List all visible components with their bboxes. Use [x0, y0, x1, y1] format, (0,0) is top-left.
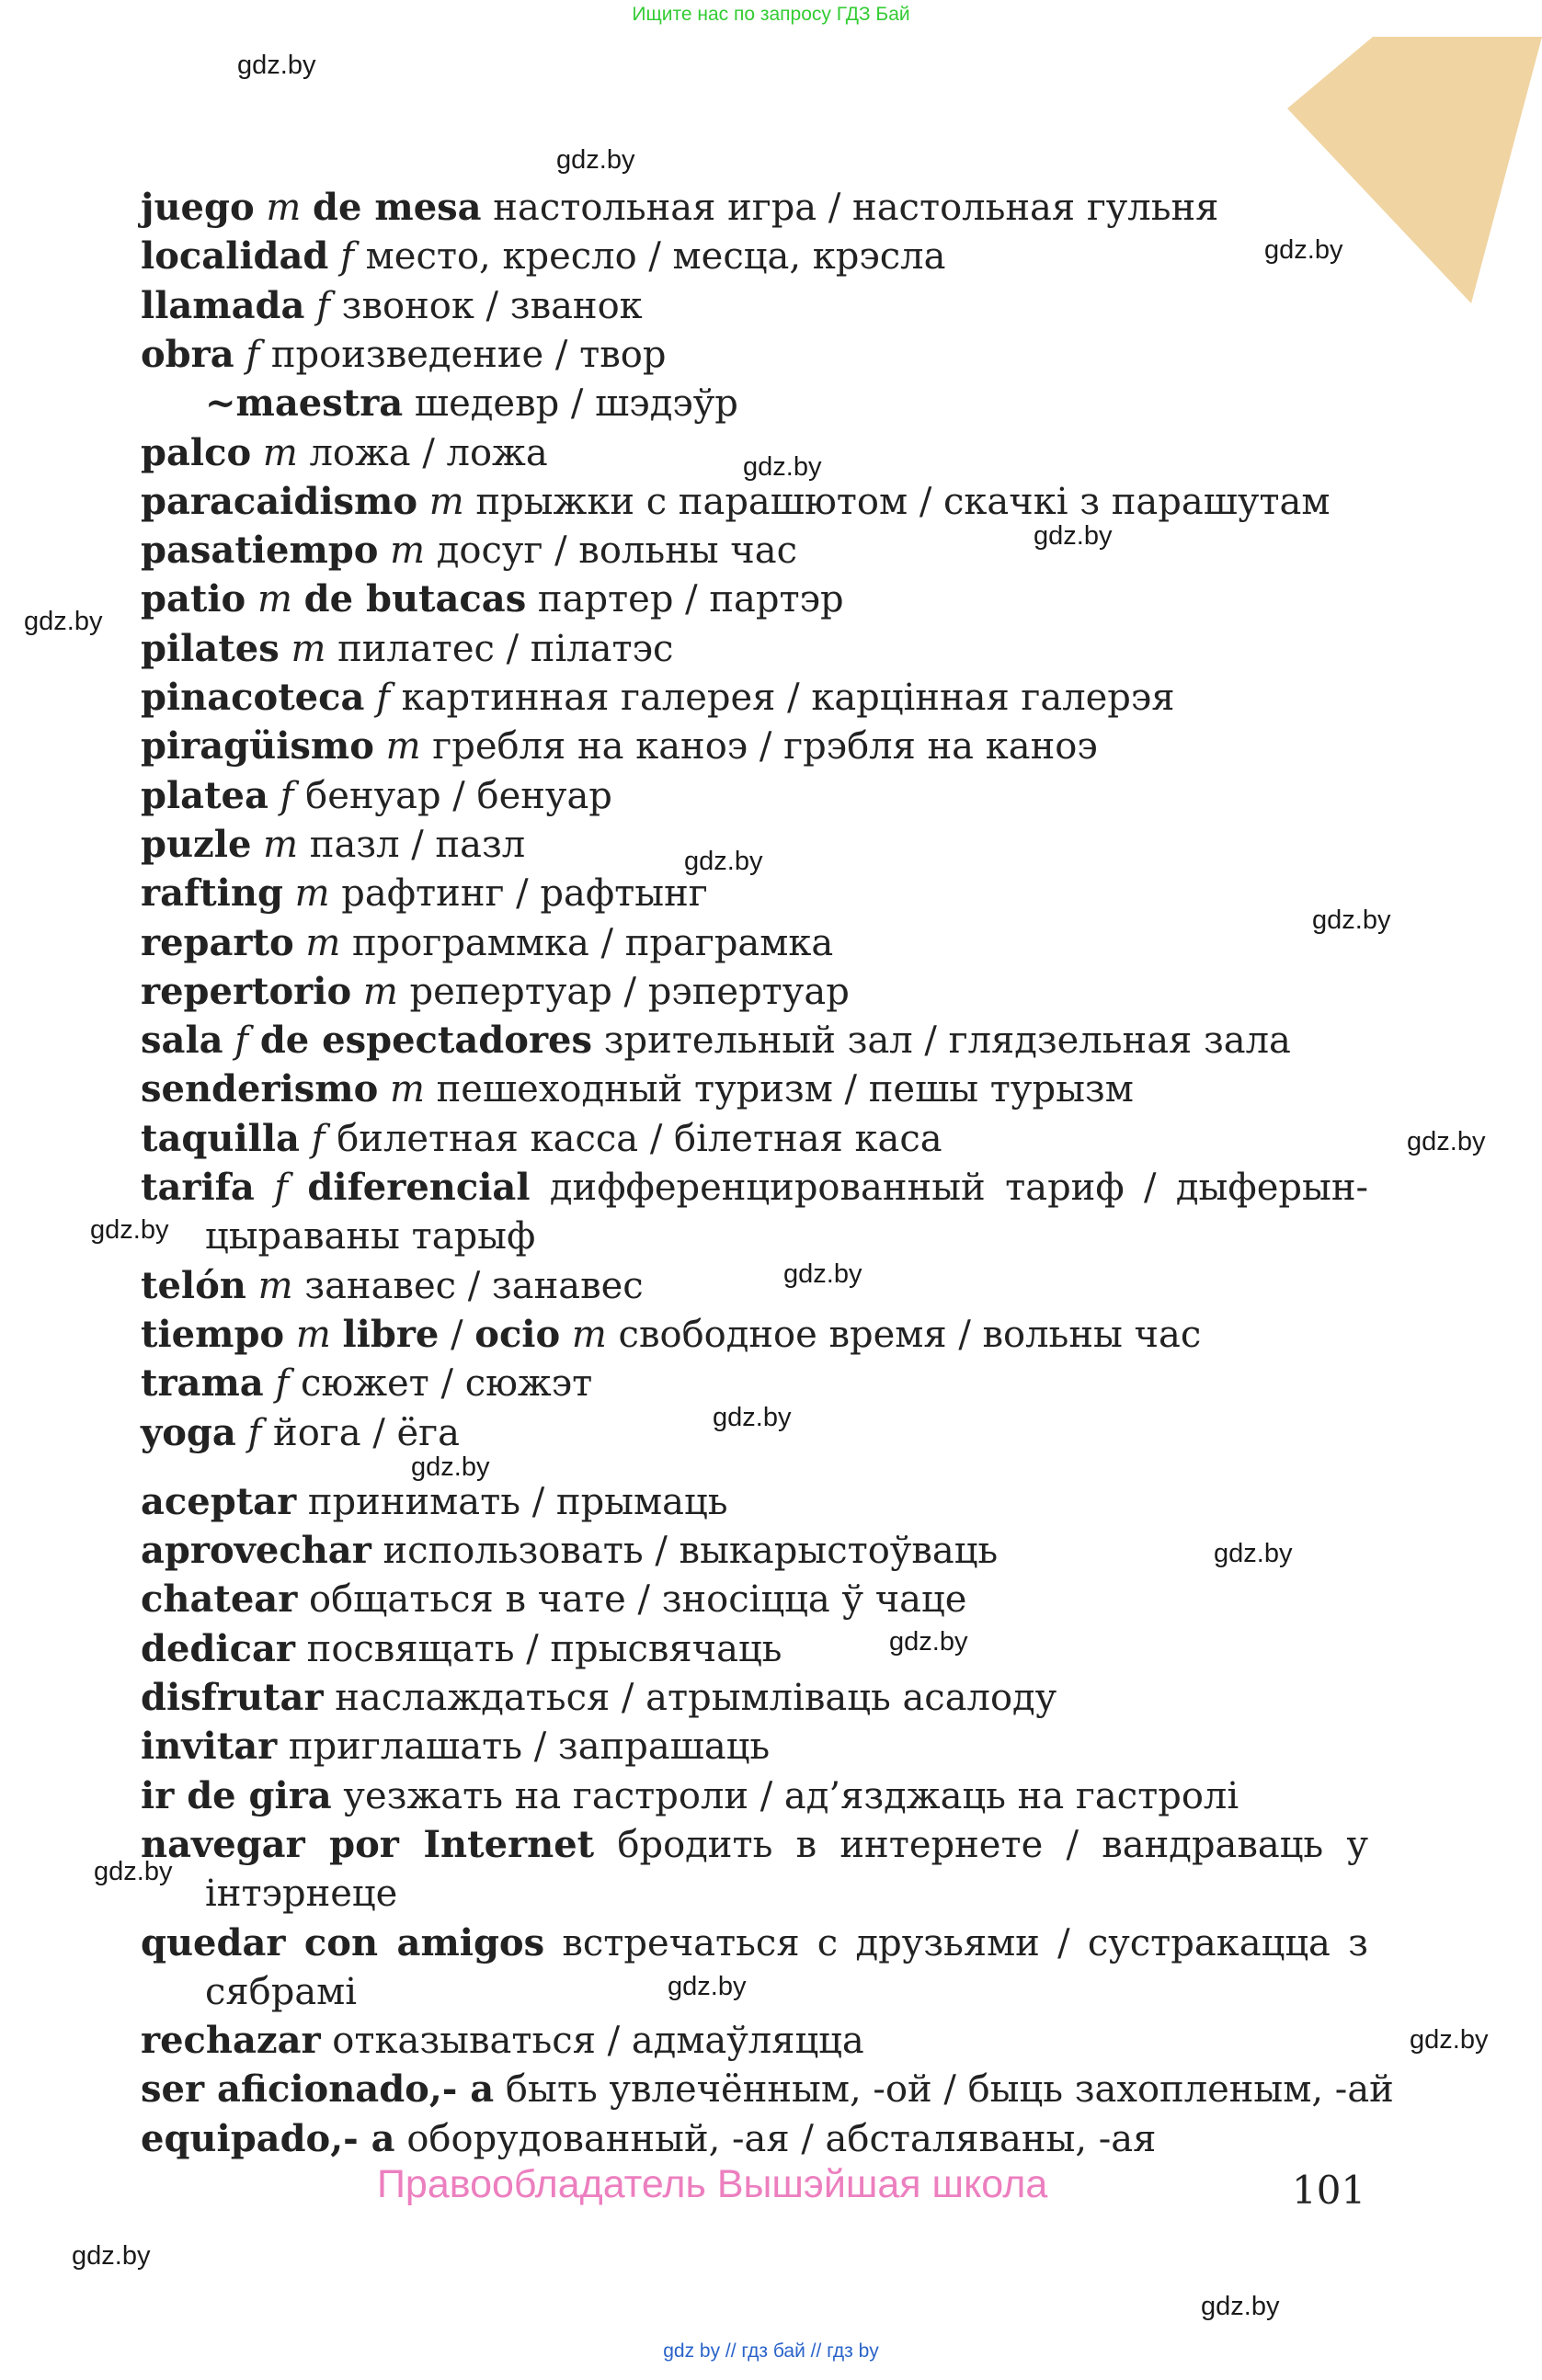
translation: картинная галерея / карцінная галерэя: [389, 677, 1175, 719]
vocab-entry: [141, 1360, 1368, 1407]
translation: рафтинг / рафтынг: [329, 872, 708, 915]
gender-mark: m: [257, 578, 292, 621]
headword: libre: [342, 1313, 440, 1356]
gender-mark: f: [247, 1412, 262, 1454]
watermark: gdz.by: [237, 51, 316, 80]
vocab-entry: [141, 1576, 1368, 1623]
vocab-entry: [141, 527, 1368, 575]
top-banner[interactable]: Ищите нас по запросу ГДЗ Бай: [632, 4, 910, 25]
headword: equipado,- a: [141, 2117, 395, 2160]
vocab-entry: [141, 1017, 1368, 1065]
vocab-entry: [141, 1164, 1368, 1212]
headword: dedicar: [141, 1627, 295, 1670]
watermark: gdz.by: [743, 452, 822, 482]
headword: sala: [141, 1019, 223, 1062]
gender-mark: f: [316, 285, 330, 327]
vocab-entry: [141, 282, 1368, 330]
gender-mark: m: [362, 971, 398, 1013]
headword: senderismo: [141, 1067, 379, 1110]
translation: уезжать на гастроли / ад’язджаць на гастролі: [331, 1775, 1239, 1817]
watermark: gdz.by: [1264, 235, 1343, 265]
gender-mark: m: [305, 922, 341, 964]
headword: quedar con amigos: [141, 1921, 545, 1964]
headword: pilates: [141, 627, 280, 670]
vocab-entry: [141, 575, 1368, 623]
translation: программка / праграмка: [340, 922, 834, 964]
entry-continuation: [141, 1968, 1433, 2016]
translation: сюжет / сюжэт: [289, 1362, 593, 1405]
gender-mark: m: [428, 481, 464, 523]
translation: [328, 235, 340, 278]
translation: [246, 578, 257, 621]
translation: бенуар / бенуар: [293, 775, 612, 817]
watermark: gdz.by: [889, 1627, 968, 1657]
translation: [284, 1314, 296, 1356]
translation: [294, 922, 306, 964]
translation: [301, 187, 313, 229]
headword: palco: [141, 431, 252, 474]
vocab-entry: [141, 1478, 1368, 1526]
vocab-entry: [141, 821, 1368, 869]
vocab-entry: [141, 2115, 1368, 2163]
vocab-entry: [141, 184, 1368, 232]
gender-mark: m: [257, 1265, 293, 1307]
translation: [417, 481, 429, 523]
translation: [246, 1265, 258, 1307]
translation: [300, 1118, 312, 1160]
headword: juego: [141, 186, 255, 229]
translation: [364, 677, 376, 719]
translation: свободное время / вольны час: [606, 1314, 1202, 1356]
translation: [255, 1167, 274, 1209]
headword: ser aficionado,- a: [141, 2067, 495, 2111]
headword: patio: [141, 577, 246, 621]
translation: [331, 1314, 343, 1356]
translation: прыжки с парашютом / скачкі з парашутам: [463, 481, 1331, 523]
watermark: gdz.by: [1407, 1127, 1486, 1156]
headword: obra: [141, 333, 234, 376]
headword: trama: [141, 1361, 264, 1405]
translation: [288, 1167, 307, 1209]
translation: использовать / выкарыстоўваць: [371, 1530, 999, 1572]
translation: пешеходный туризм / пешы турызм: [424, 1068, 1134, 1110]
translation: занавес / занавес: [292, 1265, 644, 1307]
headword: ~maestra: [205, 381, 404, 425]
translation: приглашать / запрашаць: [277, 1725, 771, 1768]
vocab-entry: [141, 1262, 1368, 1310]
vocab-entry: [141, 1115, 1368, 1163]
vocab-entry: [141, 1674, 1368, 1722]
translation: [280, 628, 291, 670]
watermark: gdz.by: [783, 1259, 862, 1289]
vocab-entry: [141, 1527, 1368, 1575]
headword: repertorio: [141, 970, 352, 1013]
watermark: gdz.by: [713, 1403, 792, 1432]
translation: встречаться с друзьями / сустракацца з: [544, 1922, 1368, 1964]
gender-mark: f: [376, 677, 390, 719]
gender-mark: f: [234, 1019, 249, 1062]
watermark: gdz.by: [1201, 2292, 1280, 2321]
gender-mark: m: [389, 1068, 425, 1110]
watermark: gdz.by: [668, 1972, 747, 2001]
headword: ocio: [474, 1313, 561, 1356]
vocab-entry: [141, 870, 1368, 917]
headword: taquilla: [141, 1117, 300, 1160]
vocab-entry: [141, 1919, 1368, 1967]
translation: сябрамі: [205, 1971, 358, 2013]
gender-mark: m: [262, 432, 298, 474]
gender-mark: f: [340, 235, 354, 278]
translation: посвящать / прысвячаць: [294, 1628, 782, 1670]
vocab-entry: [141, 1772, 1368, 1820]
vocab-entry: [141, 919, 1368, 967]
headword: aprovechar: [141, 1529, 371, 1572]
headword: ir de gira: [141, 1774, 332, 1817]
translation: [292, 578, 304, 621]
vocab-entry: [141, 2017, 1368, 2065]
translation: билетная касса / білетная каса: [325, 1118, 942, 1160]
translation: репертуар / рэпертуар: [397, 971, 850, 1013]
entry-continuation: [141, 1213, 1433, 1260]
translation: [234, 334, 246, 376]
translation: бродить в интернете / вандраваць у: [594, 1824, 1369, 1866]
headword: localidad: [141, 234, 329, 278]
translation: [236, 1412, 248, 1454]
watermark: gdz.by: [411, 1452, 490, 1482]
translation: партер / партэр: [526, 578, 844, 621]
headword: reparto: [141, 921, 294, 964]
translation: /: [439, 1314, 475, 1356]
headword: piragüismo: [141, 724, 374, 768]
gender-mark: m: [291, 628, 326, 670]
translation: ложа / ложа: [297, 432, 548, 474]
vocab-entry: [141, 1065, 1368, 1113]
translation: пазл / пазл: [298, 824, 526, 866]
headword: tarifa: [141, 1166, 255, 1209]
translation: цыраваны тарыф: [205, 1215, 536, 1258]
translation: [251, 824, 263, 866]
vocab-entry: [141, 331, 1368, 379]
vocab-entry: [141, 429, 1368, 477]
vocab-entry: [141, 478, 1368, 526]
gender-mark: m: [385, 725, 421, 768]
translation: шедевр / шэдэўр: [403, 382, 738, 425]
translation: досуг / вольны час: [425, 530, 797, 572]
page-number: 101: [1292, 2168, 1366, 2213]
vocab-entry: [141, 968, 1368, 1016]
vocab-entry: [141, 1723, 1368, 1771]
translation: йога / ёга: [261, 1412, 460, 1454]
translation: оборудованный, -ая / абсталяваны, -ая: [394, 2118, 1157, 2160]
watermark: gdz.by: [1312, 905, 1391, 935]
headword: de espectadores: [259, 1019, 592, 1062]
translation: произведение / твор: [259, 334, 667, 376]
translation: гребля на каноэ / грэбля на каноэ: [420, 725, 1098, 768]
translation: зрительный зал / глядзельная зала: [591, 1019, 1291, 1062]
translation: інтэрнеце: [205, 1873, 398, 1915]
gender-mark: f: [275, 1362, 290, 1405]
gender-mark: f: [246, 334, 260, 376]
entry-continuation: [141, 1870, 1433, 1918]
translation: [378, 530, 390, 572]
headword: pinacoteca: [141, 676, 365, 719]
translation: [560, 1314, 572, 1356]
vocab-entry: [141, 1625, 1368, 1673]
translation: общаться в чате / зносіцца ў чаце: [297, 1578, 967, 1621]
watermark: gdz.by: [1034, 521, 1113, 551]
headword: puzle: [141, 823, 252, 866]
translation: принимать / прымаць: [296, 1481, 728, 1523]
gender-mark: m: [294, 872, 330, 915]
translation: отказываться / адмаўляцца: [320, 2020, 864, 2062]
gender-mark: m: [571, 1314, 607, 1356]
vocab-entry: [141, 233, 1368, 280]
vocab-entry: [141, 723, 1368, 770]
gender-mark: f: [311, 1118, 326, 1160]
headword: platea: [141, 774, 268, 817]
watermark: gdz.by: [24, 607, 103, 636]
translation: звонок / званок: [329, 285, 643, 327]
headword: pasatiempo: [141, 529, 379, 572]
translation: [378, 1068, 390, 1110]
translation: [374, 725, 386, 768]
copyright-notice: Правообладатель Вышэйшая школа: [377, 2162, 1048, 2206]
watermark: gdz.by: [1214, 1539, 1293, 1568]
translation: [268, 775, 280, 817]
gender-mark: m: [390, 530, 426, 572]
translation: [264, 1362, 276, 1405]
vocab-entry: [141, 674, 1368, 722]
vocab-entry: [141, 1311, 1368, 1359]
vocab-entry: [141, 1409, 1368, 1457]
translation: [251, 432, 263, 474]
translation: [304, 285, 316, 327]
gender-mark: f: [274, 1167, 289, 1209]
headword: de butacas: [303, 577, 527, 621]
gender-mark: m: [295, 1314, 331, 1356]
gender-mark: m: [266, 187, 302, 229]
translation: место, кресло / месца, крэсла: [353, 235, 946, 278]
gender-mark: m: [263, 824, 299, 866]
watermark: gdz.by: [1410, 2025, 1489, 2055]
vocab-entry: [141, 1821, 1368, 1869]
translation: [223, 1019, 235, 1062]
translation: [351, 971, 363, 1013]
headword: aceptar: [141, 1480, 297, 1523]
watermark: gdz.by: [684, 847, 763, 876]
translation: настольная игра / настольная гульня: [481, 187, 1219, 229]
headword: telón: [141, 1264, 246, 1307]
headword: tiempo: [141, 1313, 285, 1356]
gender-mark: f: [280, 775, 294, 817]
entry-continuation: [141, 380, 1433, 427]
headword: yoga: [141, 1411, 236, 1454]
headword: rafting: [141, 871, 283, 915]
watermark: gdz.by: [72, 2241, 151, 2271]
headword: chatear: [141, 1577, 298, 1621]
translation: [255, 187, 267, 229]
watermark: gdz.by: [94, 1857, 173, 1886]
headword: invitar: [141, 1725, 278, 1768]
translation: наслаждаться / атрымліваць асалоду: [323, 1677, 1057, 1719]
footer-links[interactable]: gdz by // гдз бай // гдз by: [663, 2340, 879, 2362]
translation: дифференцированный тариф / дыферын-: [530, 1167, 1368, 1209]
translation: быть увлечённым, -ой / быць захопленым, -ай: [494, 2068, 1394, 2111]
watermark: gdz.by: [556, 145, 635, 175]
headword: diferencial: [307, 1166, 531, 1209]
headword: llamada: [141, 284, 305, 327]
headword: disfrutar: [141, 1676, 324, 1719]
vocab-entry: [141, 772, 1368, 820]
headword: navegar por Internet: [141, 1823, 595, 1866]
vocab-entry: [141, 625, 1368, 673]
headword: de mesa: [313, 186, 482, 229]
headword: paracaidismo: [141, 480, 418, 523]
translation: [248, 1019, 260, 1062]
vocab-entry: [141, 2066, 1394, 2113]
watermark: gdz.by: [90, 1215, 169, 1245]
headword: rechazar: [141, 2019, 321, 2062]
translation: пилатес / пілатэс: [326, 628, 674, 670]
translation: [283, 872, 295, 915]
